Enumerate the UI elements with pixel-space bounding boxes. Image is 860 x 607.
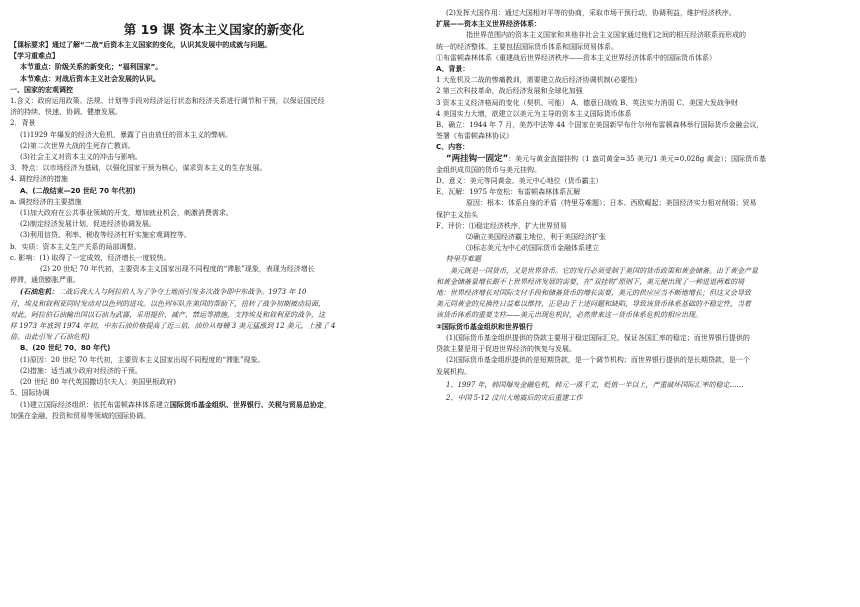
imf-wb-line-4: 发展机构。 <box>436 367 471 376</box>
bw-evaluation-3: ⑶标志美元为中心的国际货币金融体系建立 <box>466 244 599 253</box>
bw-background-3: 3 资本主义经济格局的变化（契机、可能） A、德意日战败 B、英法实力消弱 C、美国大发战争财 <box>436 98 738 107</box>
oil-crisis-note-2: 月，埃及和叙利亚同时发动对以色列的进攻。以色列军队在美国的帮助下，扭转了战争初期被动局面， <box>10 299 325 308</box>
essence-line: b．实质：资本主义生产关系的局部调整。 <box>10 242 141 251</box>
bw-background-4: 4 美国实力大增，欲建立以美元为主导的资本主义国际货币体系 <box>436 109 632 118</box>
intl-coordination-line-1 <box>10 400 418 411</box>
period-a-heading: A、(二战结束—20 世纪 70 年代初) <box>20 186 136 195</box>
oil-crisis-text-1: 二战后我大人与阿拉伯人为了争夺土地而引发多次战争即中东战争。1973 年 10 <box>58 288 307 297</box>
bw-evaluation-2: ⑵确立美国经济霸主地位，利于美国经济扩张 <box>466 233 606 242</box>
oil-crisis-note-4: 样 1973 年底到 1974 年初，中东石油价格提高了近三倍，油价从每桶 3 美元猛涨到 12 美元，上涨了 4 <box>10 322 336 331</box>
triffin-line-1: 美元既是一国货币，又是世界货币。它的发行必须受制于美国的货币政策和黄金储备。由于黄金产量 <box>450 266 758 275</box>
bw-evaluation-1: F、评价：⑴稳定经济秩序，扩大世界贸易 <box>436 221 567 230</box>
extension-line-2: 统一的经济整体。主要包括国际货币体系和国际贸易体系。 <box>436 42 618 51</box>
triffin-title: 特里芬难题 <box>446 255 481 264</box>
measure-2: (2)制定经济发展计划，促进经济协调发展。 <box>20 220 156 229</box>
bw-peg-text: ：美元与黄金直接挂钩（1 盎司黄金=35 美元/1 美元=0.028g 黄金）；国际货币基 <box>508 154 767 163</box>
intl-coordination-line-2: 加强在金融、投资和贸易等领域的国际协调。 <box>10 411 150 420</box>
major-power-role: (2)发挥大国作用：通过大国相对平等的协商，采取市场干预行动，协调利益，维护经济秩序。 <box>446 9 736 17</box>
key-header: 【学习重难点】 <box>10 52 59 61</box>
bretton-woods-title: ①布雷顿森林体系（重建战后世界经济秩序——资本主义世界经济体系中的国际货币体系） <box>436 53 716 62</box>
impact-line-1: c. 影响：(1) 取得了一定成效，经济增长一度较快。 <box>10 253 171 262</box>
impact-line-2: (2) 20 世纪 70 年代初，主要资本主义国家出现不同程度的“滞胀”现象，表现为经济增长 <box>40 265 315 274</box>
oil-crisis-note-5: 倍。由此引发了石油危机) <box>10 333 90 342</box>
background-item-3: (3)社会主义对资本主义的冲击与影响。 <box>20 153 142 162</box>
bw-establish-2: 签署《布雷顿森林协议》 <box>436 132 513 141</box>
right-column <box>436 0 846 404</box>
impact-line-3: 停滞，通货膨胀严重。 <box>10 276 80 285</box>
bw-significance: D、意义：美元等同黄金、美元中心地位（货币霸主） <box>436 177 603 186</box>
background-heading: 2．背景 <box>10 119 36 128</box>
definition-line-1: 1.含义：政府运用政策、法规、计划等手段对经济运行状态和经济关系进行调节和干预，以保证国民经 <box>10 97 325 106</box>
bw-peg-line-1 <box>436 154 846 165</box>
bw-establish-1: B、确立：1944 年 7 月，美苏中法等 44 个国家在美国新罕布什尔州布雷顿森林举行国际货币金融会议， <box>436 121 764 130</box>
imf-wb-line-1: (1)国际货币基金组织提供的贷款主要用于稳定国际汇兑，保证各国汇率的稳定；而世界银行提供的 <box>446 333 750 342</box>
oil-crisis-note-1 <box>10 286 418 298</box>
bw-peg-line-2: 金组织成员国的货币与美元挂钩。 <box>436 165 541 174</box>
measures-heading: 4. 调控经济的措施 <box>10 175 68 184</box>
key-point: 本节重点：阶级关系的新变化；“福利国家”。 <box>20 63 163 72</box>
measure-1: (1)加大政府在公共事业领域的开支，增加就业机会，刺激消费需求。 <box>20 209 233 218</box>
section-1-heading: 一、国家的宏观调控 <box>10 85 73 94</box>
bw-background-1: 1 大危机及二战的惨痛教训，需要建立战后经济协调机制(必要性) <box>436 76 638 85</box>
left-column <box>10 0 418 422</box>
extension-title: 扩展——资本主义世界经济体系： <box>436 20 541 29</box>
bw-collapse: E、瓦解：1975 年宽松：布雷顿森林体系瓦解 <box>436 188 581 197</box>
intl-coordination-heading: 5、国际协调 <box>10 389 50 398</box>
example-1: 1、1997 年，韩国爆发金融危机，韩元一落千丈，贬值一半以上，严重破坏国际汇率的稳定…… <box>446 380 744 389</box>
triffin-line-5: 该货币体系的重要支柱——美元出现危机时，必然带来这一货币体系危机的相应出现。 <box>436 311 702 320</box>
bw-collapse-reason-2: 保护主义抬头 <box>436 210 478 219</box>
period-b-heading: B、(20 世纪 70、80 年代) <box>20 344 111 353</box>
lesson-title: 第 19 课 资本主义国家的新变化 <box>123 22 305 37</box>
bw-background-heading: A、背景： <box>436 65 470 74</box>
intl-text-post: ， <box>323 400 331 409</box>
hard-point: 本节难点：对战后资本主义社会发展的认识。 <box>20 74 160 83</box>
measures-a-heading: a. 调控经济的主要措施 <box>10 197 82 206</box>
triffin-line-3: 地：世界经济增长对国际支付手段和储备货币的增长需要，美元的供应应当不断地增长；但这又会导致 <box>436 289 751 298</box>
bw-content-heading: C、内容： <box>436 143 470 152</box>
example-2: 2、中国 5·12 汶川大地震后的灾后重建工作 <box>446 393 583 402</box>
definition-line-2: 济的持续、快速、协调、健康发展。 <box>10 108 122 117</box>
imf-wb-line-2: 贷款主要是用于促进世界经济的恢复与发展。 <box>436 345 576 354</box>
bw-collapse-reason-1: 原因：根本：体系自身的矛盾（特里芬难题）；日本、西欧崛起；美国经济实力相对削弱；贸易 <box>466 199 757 208</box>
measure-3: (3)利用信贷、利率、税收等经济杠杆实施宏观调控等。 <box>20 231 191 240</box>
bw-background-2: 2 第三次科技革命，战后经济发展和全球化加强 <box>436 87 583 96</box>
triffin-line-4: 美元同黄金的兑换性日益难以维持，正是由于上述问题和缺陷，导致该货币体系基础的不稳定性，当着 <box>436 300 751 309</box>
oil-crisis-label: (石油危机： <box>20 287 59 297</box>
oil-crisis-note-3: 对此，阿拉伯石油输出国以石油为武器，采用提价、减产、禁运等措施，支持埃及和叙利亚的战争，这 <box>10 310 325 319</box>
period-b-example: (20 世纪 80 年代英国撒切尔夫人；美国里根政府) <box>20 378 176 387</box>
imf-wb-title: ②国际货币基金组织和世界银行 <box>436 322 533 331</box>
period-b-measure: (2)措施：适当减少政府对经济的干预。 <box>20 366 142 375</box>
curriculum-standard: 【课标要求】通过了解“二战”后资本主义国家的变化，认识其发展中的成就与问题。 <box>10 41 272 49</box>
background-item-2: (2)第二次世界大战的生死存亡教训。 <box>20 141 135 150</box>
intl-text-bold: 国际货币基金组织、世界银行、关税与贸易总协定 <box>169 400 324 409</box>
background-item-1: (1)1929 年爆发的经济大危机，暴露了自由放任的资本主义的弊病。 <box>20 130 232 139</box>
extension-line-1: 指世界范围内的资本主义国家和其他非社会主义国家通过他们之间的相互经济联系而形成的 <box>466 31 746 40</box>
imf-wb-line-3: (2)国际货币基金组织提供的是短期贷款，是一个调节机构；而世界银行提供的是长期贷款，是一个 <box>446 356 750 365</box>
bw-peg-label: “两挂钩一固定” <box>446 153 509 164</box>
features-line: 3．特点：以市场经济为基础，以强化国家干预为核心，谋求资本主义的生存发展。 <box>10 164 267 173</box>
intl-text-pre: (1)建立国际经济组织：依托布雷顿森林体系建立 <box>20 400 170 409</box>
triffin-line-2: 和黄金储备量增长跟不上世界经济发展的需要，在“双挂钩”原则下，美元便出现了一种进退两难的境 <box>436 277 745 286</box>
period-b-cause: (1)原因：20 世纪 70 年代初，主要资本主义国家出现不同程度的“滞胀”现象。 <box>20 355 265 364</box>
